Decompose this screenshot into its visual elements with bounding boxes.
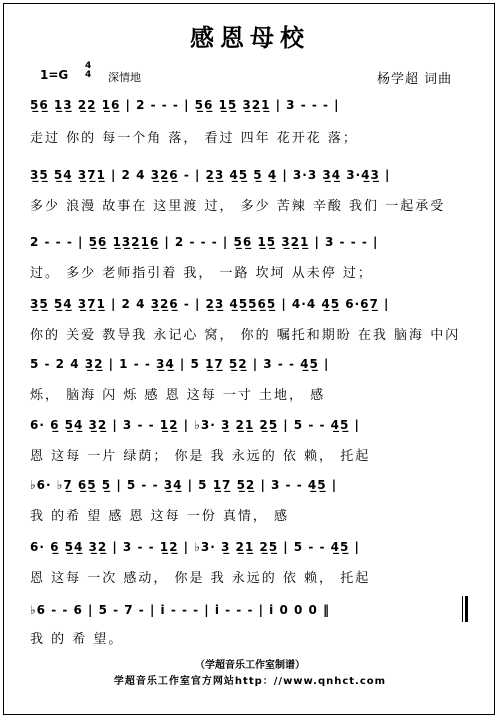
lyrics-line-4: 你的 关爱 教导我 永记心 窝， 你的 嘱托和期盼 在我 脑海 中闪 [30,328,461,343]
lyrics-line-6: 恩 这每 一片 绿荫； 你是 我 永远的 依 赖， 托起 [30,449,371,464]
lyrics-line-9: 我 的 希 望。 [30,632,124,647]
tempo-mood: 深情地 [108,71,141,84]
notation-line-9: ♭6 - - 6 | 5 - 7 - | i - - - | i - - - | i 0 0 0 ‖ [30,603,331,617]
song-title: 感恩母校 [190,24,310,52]
author-credit: 杨学超 词曲 [377,72,453,87]
lyrics-line-5: 烁， 脑海 闪 烁 感 恩 这每 一寸 土地， 感 [30,388,326,403]
lyrics-line-3: 过。 多少 老师指引着 我， 一路 坎坷 从未停 过； [30,266,373,281]
final-barline [462,596,468,622]
footer-credit: （学超音乐工作室制谱） [195,660,305,671]
time-signature-bottom: 4 [85,70,92,80]
lyrics-line-1: 走过 你的 每一个角 落， 看过 四年 花开花 落； [30,131,358,146]
notation-line-2: 3̲5̲ 5̲4̲ 3̲7̲1̲ | 2 4 3̲2̲6̲ - | 2̲3̲ 4̲5̲ 5̲ 4̲ | 3·3 3̲4̲ 3·4̲3̲ | [30,168,391,182]
notation-line-8: 6· 6̲ 5̲4̲ 3̲2̲ | 3 - - 1̲2̲ | ♭3· 3̲ 2̲1̲ 2̲5̲ | 5 - - 4̲5̲ | [30,540,360,554]
lyrics-line-7: 我 的希 望 感 恩 这每 一份 真情， 感 [30,509,290,524]
lyrics-line-8: 恩 这每 一次 感动， 你是 我 永远的 依 赖， 托起 [30,571,371,586]
time-signature-top: 4 [85,61,92,71]
notation-line-1: 5̲6̲ 1̲3̲ 2̲2̲ 1̲6̲ | 2 - - - | 5̲6̲ 1̲5̲ 3̲2̲1̲ | 3 - - - | [30,98,340,112]
notation-line-5: 5 - 2 4 3̲2̲ | 1 - - 3̲4̲ | 5 1̲7̲ 5̲2̲ | 3 - - 4̲5̲ | [30,357,330,371]
time-signature [85,62,91,80]
key-signature: 1=G [40,68,69,82]
notation-line-6: 6· 6̲ 5̲4̲ 3̲2̲ | 3 - - 1̲2̲ | ♭3· 3̲ 2̲1̲ 2̲5̲ | 5 - - 4̲5̲ | [30,418,360,432]
lyrics-line-2: 多少 浪漫 故事在 这里渡 过， 多少 苦辣 辛酸 我们 一起承受 [30,199,446,214]
footer-website: 学超音乐工作室官方网站http：//www.qnhct.com [113,676,387,687]
notation-line-7: ♭6· ♭7̲ 6̲5̲ 5̲ | 5 - - 3̲4̲ | 5 1̲7̲ 5̲2̲ | 3 - - 4̲5̲ | [30,478,338,492]
notation-line-4: 3̲5̲ 5̲4̲ 3̲7̲1̲ | 2 4 3̲2̲6̲ - | 2̲3̲ 4̲5̲5̲6̲5̲ | 4·4 4̲5̲ 6·6̲7̲ | [30,297,390,311]
notation-line-3: 2 - - - | 5̲6̲ 1̲3̲2̲1̲6̲ | 2 - - - | 5̲6̲ 1̲5̲ 3̲2̲1̲ | 3 - - - | [30,235,379,249]
